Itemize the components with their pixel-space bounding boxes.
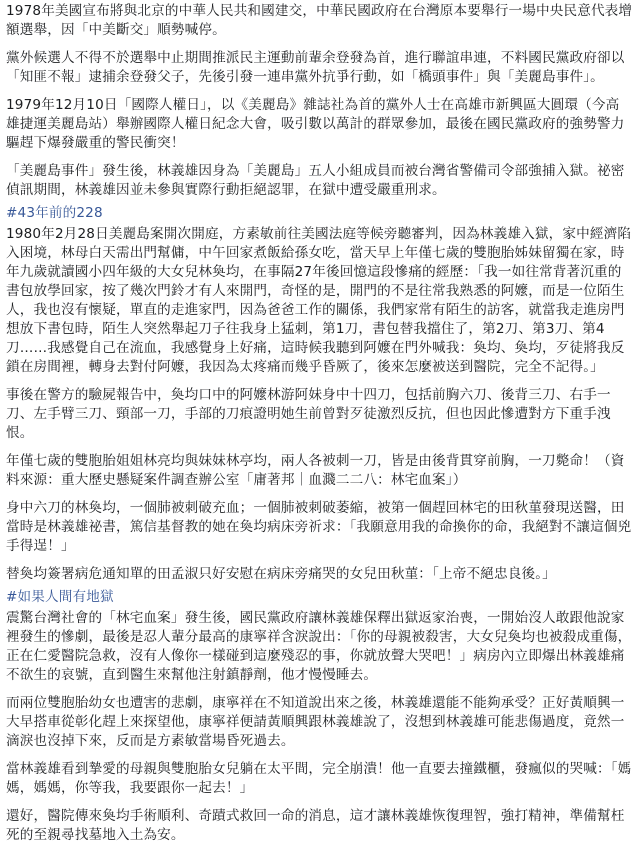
paragraph-4: 「美麗島事件」發生後，林義雄因身為「美麗島」五人小組成員而被台灣省警備司令部強捕入獄。祕密偵訊期間，林義雄因並未參與實際行動拒絕認罪，在獄中遭受嚴重刑求。 <box>6 163 625 198</box>
paragraph-1: 1978年美國宣布將與北京的中華人民共和國建交，中華民國政府在台灣原本要舉行一場中央民意代表增額選舉，因「中美斷交」順勢喊停。 <box>6 3 633 38</box>
paragraph-2: 黨外候選人不得不於選舉中止期間推派民主運動前輩余登發為首，進行聯誼串連，不料國民黨政府卻以「知匪不報」逮捕余登發父子，先後引發一連串黨外抗爭行動，如「橋頭事件」與「美麗島事件」。 <box>6 50 625 85</box>
paragraph-8: 身中六刀的林奐均，一個肺被刺破充血；一個肺被刺破萎縮，被第一個趕回林宅的田秋菫發現送醫，田當時是林義雄祕書，篤信基督教的她在奐均病床旁祈求：「我願意用我的命換你的命，我絕對不讓這個兇手得逞！」 <box>6 500 632 554</box>
hashtag-43-years-228[interactable]: #43年前的228 <box>6 205 103 221</box>
paragraph-11: 而兩位雙胞胎幼女也遭害的悲劇，康寧祥在不知道說出來之後，林義雄還能不能夠承受？正好黃順興一大早搭車從彰化趕上來探望他，康寧祥便請黃順興跟林義雄說了，沒想到林義雄可能悲傷過度，竟然一滴淚也沒掉下來，反而是方素敏當場昏死過去。 <box>6 695 625 749</box>
paragraph-13: 還好，醫院傳來奐均手術順利、奇蹟式救回一命的消息，這才讓林義雄恢復理智，強打精神，準備幫枉死的至親尋找墓地入土為安。 <box>6 808 625 843</box>
paragraph-7: 年僅七歲的雙胞胎姐姐林亮均與妹妹林亭均，兩人各被刺一刀，皆是由後背貫穿前胸，一刀斃命！（資料來源：重大歷史懸疑案件調查辦公室「庸著邦｜血濺二二八：林宅血案」） <box>6 453 625 488</box>
paragraph-9: 替奐均簽署病危通知單的田孟淑只好安慰在病床旁痛哭的女兒田秋菫：「上帝不絕忠良後。」 <box>6 566 556 582</box>
paragraph-3: 1979年12月10日「國際人權日」，以《美麗島》雜誌社為首的黨外人士在高雄市新興區大圓環（今高雄捷運美麗島站）舉辦國際人權日紀念大會，吸引數以萬計的群眾參加，最後在國民黨政府的強勢警力驅趕下爆發嚴重的警民衝突！ <box>6 97 625 151</box>
paragraph-10: 震驚台灣社會的「林宅血案」發生後，國民黨政府讓林義雄保釋出獄返家治喪，一開始沒人敢跟他說家裡發生的慘劇，最後是忍人輩分最高的康寧祥含淚說出：「你的母親被殺害，大女兒奐均也被殺成重傷，正在仁愛醫院急救，沒有人像你一樣碰到這麼殘忍的事，你就放聲大哭吧！」病房內立即爆出林義雄痛不欲生的哀號，直到醫生來幫他注射鎮靜劑，他才慢慢睡去。 <box>6 610 632 683</box>
hashtag-if-hell-on-earth[interactable]: #如果人間有地獄 <box>6 589 114 605</box>
paragraph-12: 當林義雄看到摯愛的母親與雙胞胎女兒躺在太平間，完全崩潰！他一直要去撞鐵櫃，發瘋似的哭喊：「媽媽，媽媽，你等我，我要跟你一起去！」 <box>6 761 632 796</box>
paragraph-6: 事後在警方的驗屍報告中，奐均口中的阿嬤林游阿妹身中十四刀，包括前胸六刀、後背三刀、右手一刀、左手臂三刀、頸部一刀，手部的刀痕證明她生前曾對歹徒激烈反抗，但也因此慘遭對方下重手洩恨。 <box>6 387 611 441</box>
paragraph-5: 1980年2月28日美麗島案開次開庭，方素敏前往美國法庭等候旁聽審判，因為林義雄入獄，家中經濟陷入困境，林母白天需出門幫傭，中午回家煮飯給孫女吃，當天早上年僅七歲的雙胞胎姊妹留獨在家，時年九歲就讀國小四年級的大女兒林奐均，在事隔27年後回憶這段慘痛的經歷：「我一如往常背著沉重的書包放學回家，按了幾次門鈴才有人來開門，奇怪的是，開門的不是往常我熟悉的阿嬤，而是一位陌生人，我也沒有懷疑，單直的走進家門，因為爸爸工作的關係，我們家常有陌生的訪客，就當我走進房門想放下書包時，陌生人突然舉起刀子往我身上猛刺，第1刀，書包替我擋住了，第2刀、第3刀、第4刀……我感覺自己在流血，我感覺身上好痛，這時候我聽到阿嬤在門外喊我：奐均、奐均，歹徒將我反鎖在房間裡，轉身去對付阿嬤，我因為太疼痛而幾乎昏厥了，後來怎麼被送到醫院，完全不記得。」 <box>6 226 632 375</box>
